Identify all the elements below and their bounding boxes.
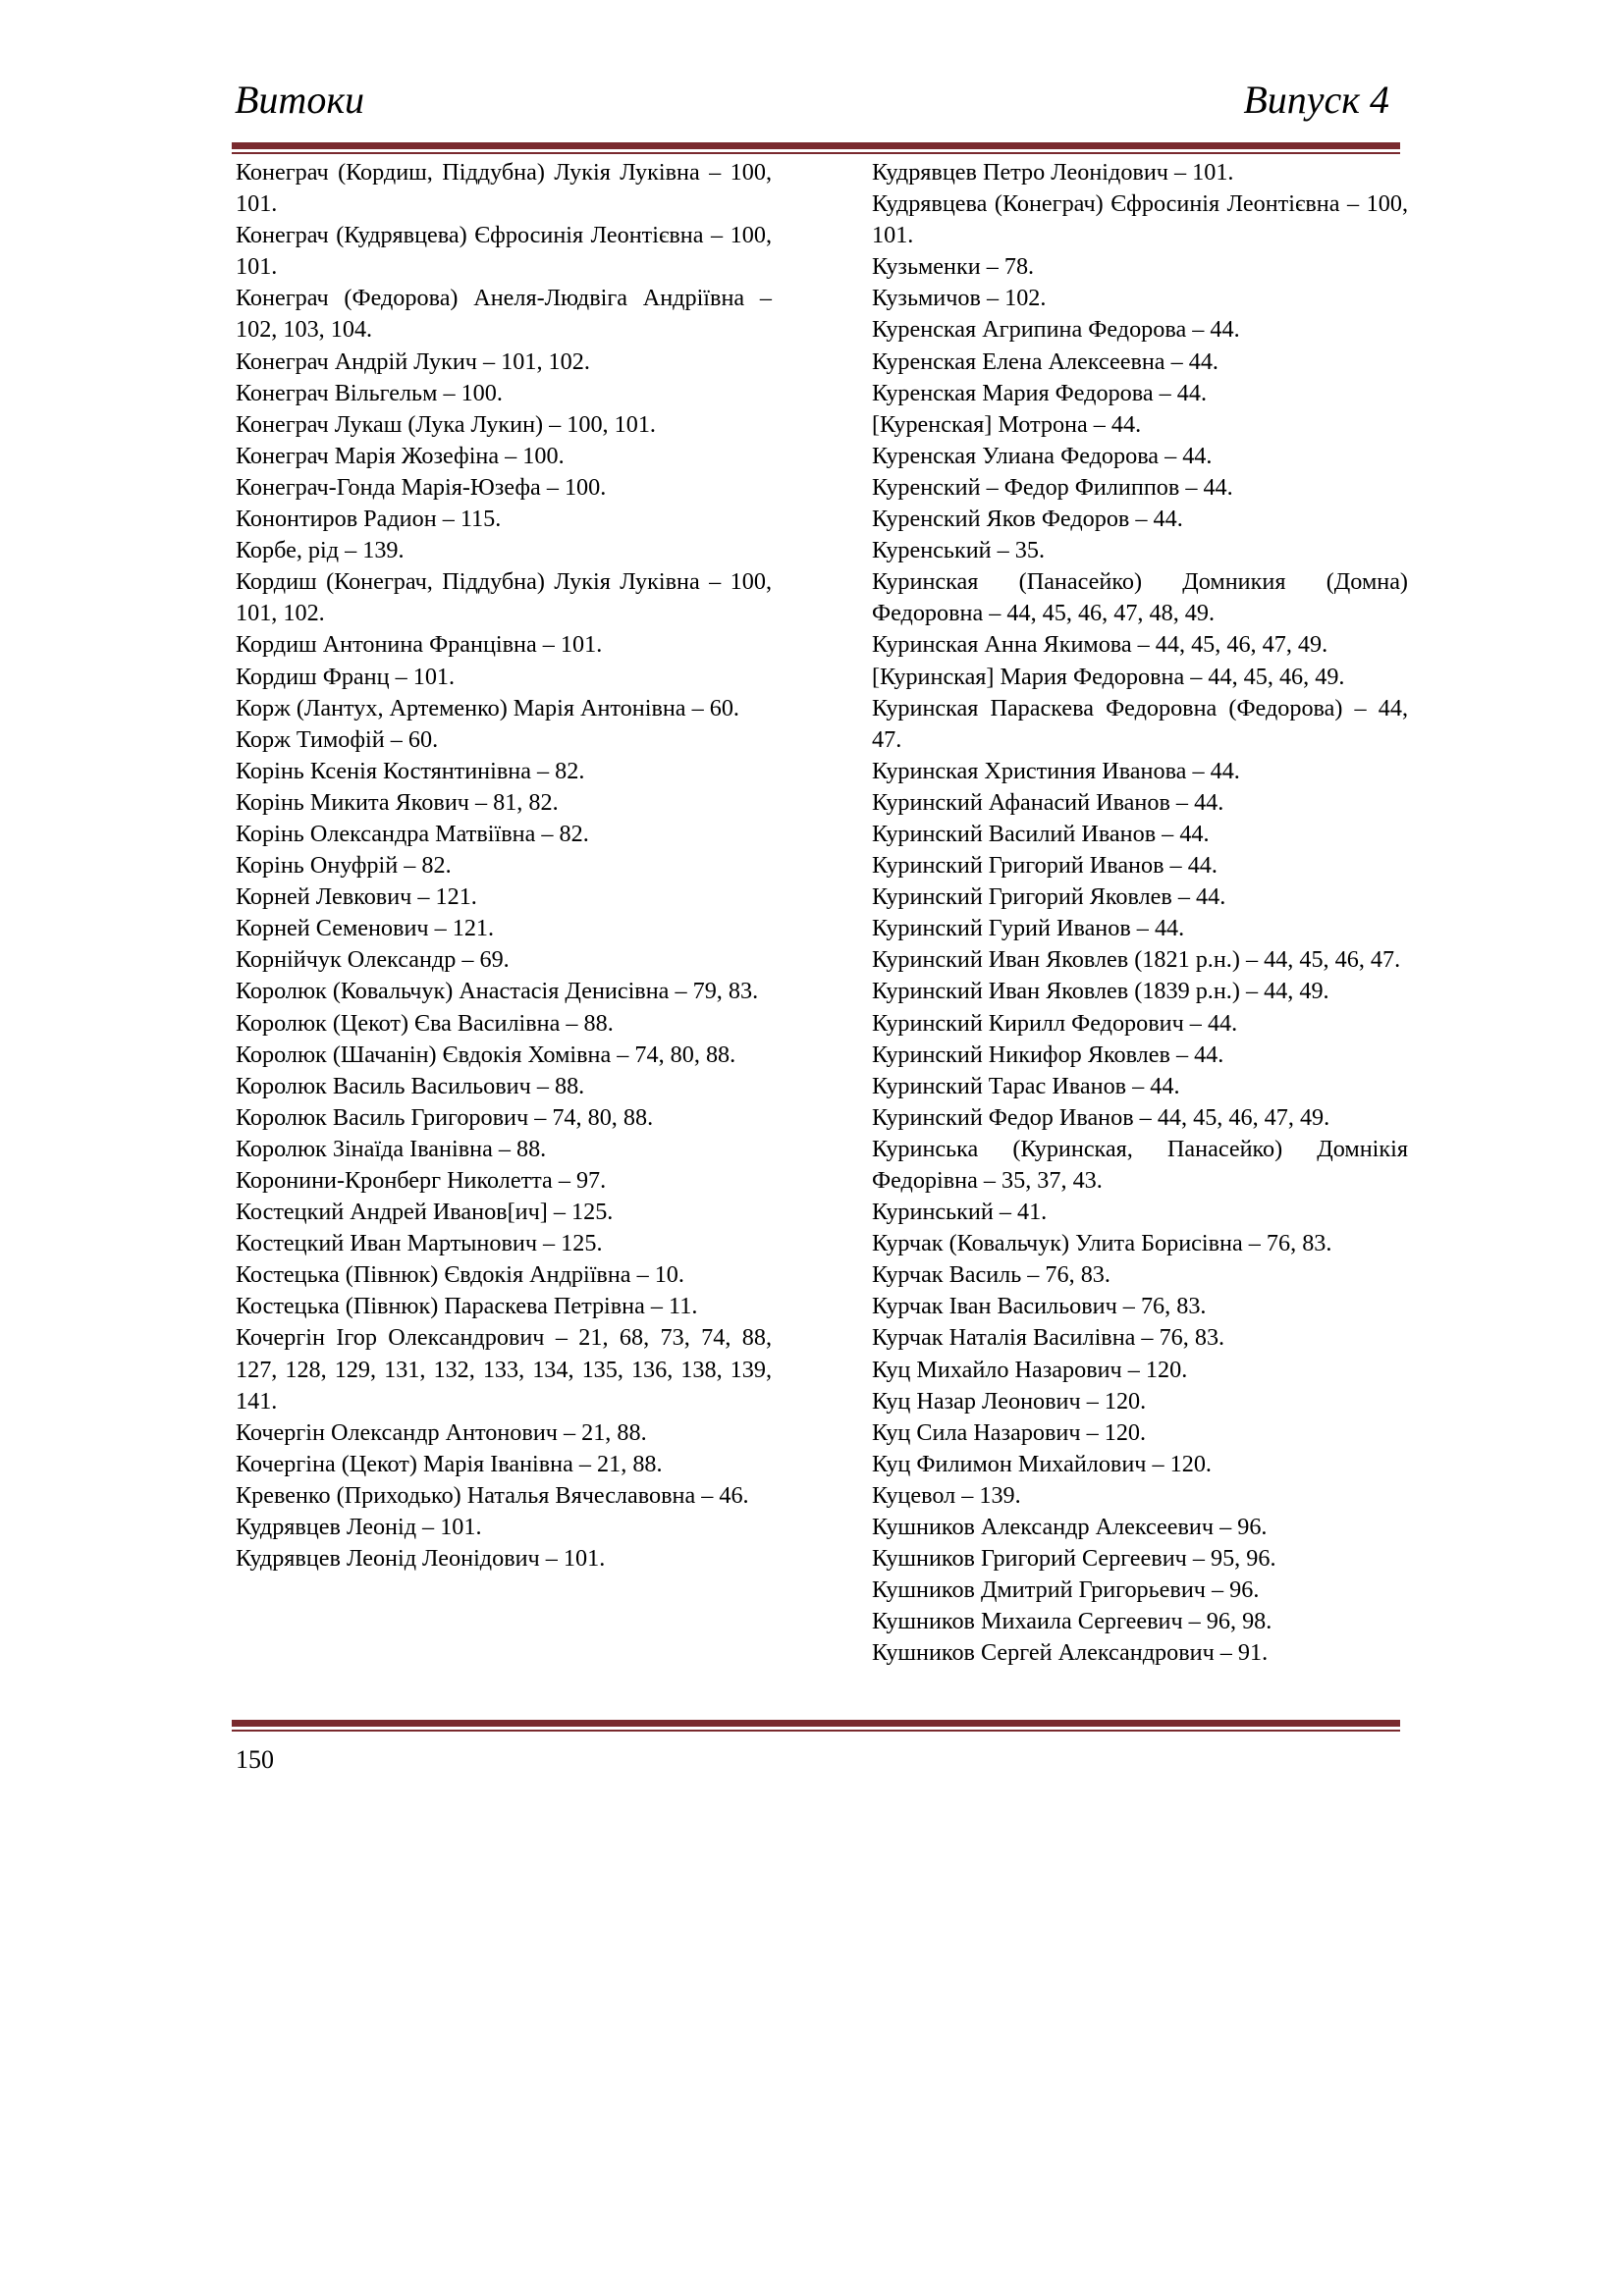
index-entry: Курчак Іван Васильович – 76, 83. [872, 1293, 1207, 1320]
index-entry: Конеграч Лукаш (Лука Лукин) – 100, 101. [236, 410, 656, 438]
index-entry: Куринский Григорий Яковлев – 44. [872, 883, 1226, 911]
index-column-right [872, 157, 1408, 1670]
index-entry: Королюк (Цекот) Єва Василівна – 88. [236, 1009, 614, 1037]
index-entry: Кочергіна (Цекот) Марія Іванівна – 21, 88. [236, 1450, 663, 1477]
index-entry: Кордиш Антонина Францівна – 101. [236, 631, 603, 659]
index-entry: Куринский Василий Иванов – 44. [872, 820, 1210, 847]
index-entry: Куринский Афанасий Иванов – 44. [872, 788, 1224, 816]
index-entry: Конеграч (Федорова) Анеля-Людвіга Андріївна – 102, 103, 104. [236, 285, 772, 344]
index-entry: Куренський – 35. [872, 537, 1046, 564]
index-entry: Куринский Кирилл Федорович – 44. [872, 1009, 1238, 1037]
index-entry: Кордиш (Конеграч, Піддубна) Лукія Луківна – 100, 101, 102. [236, 568, 772, 627]
index-entry: Королюк Василь Григорович – 74, 80, 88. [236, 1103, 654, 1131]
index-entry: Корнійчук Олександр – 69. [236, 946, 510, 974]
index-entry: Костецкий Андрей Иванов[ич] – 125. [236, 1199, 614, 1226]
running-title-left: Витоки [235, 78, 365, 122]
index-entry: Кушников Александр Алексеевич – 96. [872, 1514, 1268, 1541]
index-entry: Курчак Василь – 76, 83. [872, 1261, 1110, 1289]
index-entry: Кудрявцев Леонід Леонідович – 101. [236, 1545, 606, 1573]
footer-rule [232, 1720, 1400, 1732]
index-entry: Кордиш Франц – 101. [236, 663, 456, 690]
index-entry: Куренская Мария Федорова – 44. [872, 379, 1208, 406]
index-entry: Конеграч Вільгельм – 100. [236, 379, 503, 406]
index-entry: Кудрявцева (Конеграч) Єфросинія Леонтієвна – 100, 101. [872, 190, 1408, 249]
index-entry: Куринский Иван Яковлев (1839 р.н.) – 44, 49. [872, 978, 1329, 1005]
index-entry: Курчак (Ковальчук) Улита Борисівна – 76, 83. [872, 1230, 1332, 1257]
index-entry: Корбе, рід – 139. [236, 537, 405, 564]
index-entry: Костецька (Півнюк) Параскева Петрівна – 11. [236, 1293, 698, 1320]
index-entry: Кочергін Олександр Антонович – 21, 88. [236, 1418, 647, 1446]
index-entry: Куренская Улиана Федорова – 44. [872, 442, 1213, 469]
index-entry: Кудрявцев Петро Леонідович – 101. [872, 159, 1234, 186]
index-entry: Куц Михайло Назарович – 120. [872, 1356, 1188, 1383]
index-entry: Костецька (Півнюк) Євдокія Андріївна – 10. [236, 1261, 684, 1289]
index-entry: [Куринская] Мария Федоровна – 44, 45, 46, 49. [872, 663, 1345, 690]
index-entry: Кушников Сергей Александрович – 91. [872, 1639, 1269, 1667]
index-entry: Куринский Григорий Иванов – 44. [872, 852, 1218, 880]
index-entry: Кревенко (Приходько) Наталья Вячеславовна – 46. [236, 1481, 749, 1509]
index-entry: Кушников Дмитрий Григорьевич – 96. [872, 1576, 1260, 1604]
index-entry: Куринський – 41. [872, 1199, 1048, 1226]
index-entry: Куринский Федор Иванов – 44, 45, 46, 47, 49. [872, 1103, 1330, 1131]
index-column-left [236, 157, 772, 1575]
index-entry: Королюк Василь Васильович – 88. [236, 1072, 585, 1099]
running-title-right: Випуск 4 [1243, 78, 1389, 122]
index-entry: Корінь Олександра Матвіївна – 82. [236, 820, 589, 847]
header-rule [232, 142, 1400, 154]
index-entry: Курчак Наталія Василівна – 76, 83. [872, 1324, 1225, 1352]
page-number: 150 [236, 1745, 274, 1774]
index-entry: Куринский Тарас Иванов – 44. [872, 1072, 1180, 1099]
index-entry: Куренский Яков Федоров – 44. [872, 506, 1183, 533]
index-entry: Куренская Елена Алексеевна – 44. [872, 347, 1218, 375]
index-entry: Королюк (Шачанін) Євдокія Хомівна – 74, 80, 88. [236, 1041, 736, 1068]
index-entry: Корж Тимофій – 60. [236, 725, 439, 753]
index-entry: Куринский Гурий Иванов – 44. [872, 915, 1185, 942]
index-entry: Куринский Никифор Яковлев – 44. [872, 1041, 1224, 1068]
index-entry: Кушников Григорий Сергеевич – 95, 96. [872, 1545, 1276, 1573]
index-entry: Куринский Иван Яковлев (1821 р.н.) – 44, 45, 46, 47. [872, 946, 1401, 974]
index-entry: Кудрявцев Леонід – 101. [236, 1514, 482, 1541]
index-entry: Куринская Параскева Федоровна (Федорова) – 44, 47. [872, 694, 1408, 753]
index-entry: Конеграч-Гонда Марія-Юзефа – 100. [236, 473, 607, 501]
index-entry: Куринская Христиния Иванова – 44. [872, 757, 1240, 784]
index-entry: Куренская Агрипина Федорова – 44. [872, 316, 1240, 344]
index-entry: Королюк (Ковальчук) Анастасія Денисівна – 79, 83. [236, 978, 759, 1005]
index-entry: Костецкий Иван Мартынович – 125. [236, 1230, 603, 1257]
index-entry: Куцевол – 139. [872, 1481, 1021, 1509]
index-entry: Кононтиров Радион – 115. [236, 506, 502, 533]
index-entry: Куринская (Панасейко) Домникия (Домна) Федоровна – 44, 45, 46, 47, 48, 49. [872, 568, 1408, 627]
index-entry: Королюк Зінаїда Іванівна – 88. [236, 1135, 547, 1162]
index-entry: Конеграч Марія Жозефіна – 100. [236, 442, 565, 469]
index-entry: Куринська (Куринская, Панасейко) Домнікія Федорівна – 35, 37, 43. [872, 1135, 1408, 1194]
index-entry: Корінь Микита Якович – 81, 82. [236, 788, 559, 816]
index-entry: Корней Семенович – 121. [236, 915, 495, 942]
index-entry: Куц Сила Назарович – 120. [872, 1418, 1147, 1446]
index-entry: Конеграч (Кудрявцева) Єфросинія Леонтієвна – 100, 101. [236, 222, 772, 281]
index-entry: Корінь Ксенія Костянтинівна – 82. [236, 757, 585, 784]
index-entry: Корж (Лантух, Артеменко) Марія Антонівна – 60. [236, 694, 739, 721]
index-entry: Корней Левкович – 121. [236, 883, 477, 911]
index-entry: Куренский – Федор Филиппов – 44. [872, 473, 1233, 501]
index-entry: Куц Назар Леонович – 120. [872, 1387, 1147, 1415]
index-entry: Кузьменки – 78. [872, 253, 1035, 281]
index-entry: Кузьмичов – 102. [872, 285, 1047, 312]
index-entry: Конеграч (Кордиш, Піддубна) Лукія Луківна – 100, 101. [236, 159, 772, 218]
index-entry: Кушников Михаила Сергеевич – 96, 98. [872, 1608, 1272, 1635]
index-entry: Коронини-Кронберг Николетта – 97. [236, 1167, 607, 1194]
index-entry: Корінь Онуфрій – 82. [236, 852, 452, 880]
index-entry: Куц Филимон Михайлович – 120. [872, 1450, 1212, 1477]
index-entry: Куринская Анна Якимова – 44, 45, 46, 47, 49. [872, 631, 1328, 659]
index-entry: Конеграч Андрій Лукич – 101, 102. [236, 347, 590, 375]
index-entry: Кочергін Ігор Олександрович – 21, 68, 73, 74, 88, 127, 128, 129, 131, 132, 133, 134, 135, 136, 138, 139, 141. [236, 1324, 772, 1415]
index-entry: [Куренская] Мотрона – 44. [872, 410, 1142, 438]
